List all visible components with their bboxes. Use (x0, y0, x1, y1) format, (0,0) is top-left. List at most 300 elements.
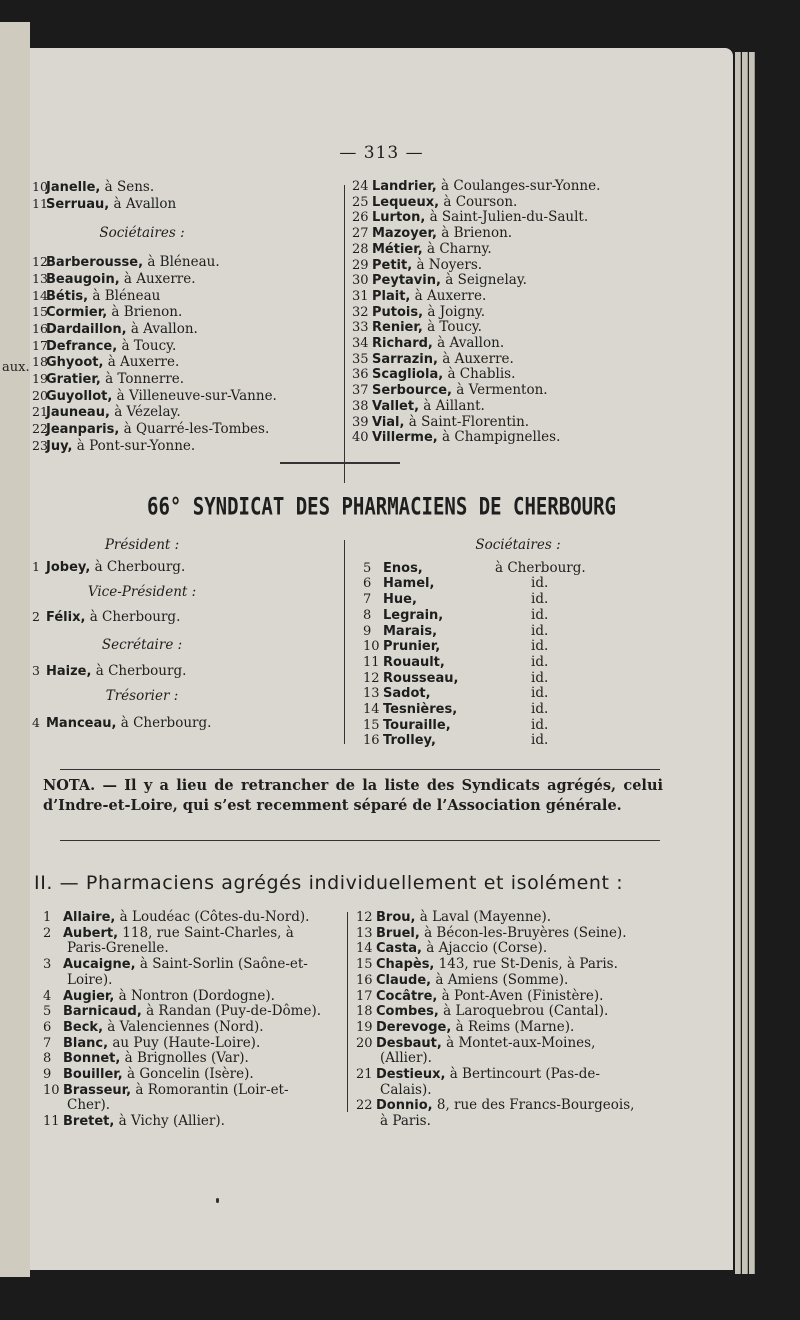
entry-name: Lequeux, (372, 194, 440, 210)
entry-name: Blanc, (63, 1035, 109, 1051)
officer-entry (32, 663, 332, 680)
entry-name: Combes, (376, 1004, 439, 1020)
entry-place: à Romorantin (Loir-et- (131, 1081, 289, 1098)
entry-name: Barberousse, (46, 255, 144, 271)
entry-name: Barnicaud, (63, 1004, 142, 1020)
nota-paragraph: NOTA. — Il y a lieu de retrancher de la liste des Syndicats agrégés, celui d’Indre-et-Loire, qui s’est recemment séparé de l’Association générale. (43, 777, 663, 814)
entry-number: 13 (363, 686, 380, 702)
entry-number: 29 (352, 257, 369, 273)
entry-number: 10 (43, 1082, 60, 1098)
member-entry (352, 399, 712, 415)
member-entry (363, 733, 693, 749)
entry-number: 17 (356, 988, 373, 1004)
entry-name: Sadot, (383, 686, 431, 702)
entry-place: à Toucy. (422, 319, 482, 336)
member-entry (363, 718, 693, 734)
entry-number: 14 (356, 941, 373, 957)
entry-name: Métier, (372, 241, 423, 257)
entry-name: Villerme, (372, 430, 438, 446)
entry-name: Peytavin, (372, 273, 441, 289)
member-entry (356, 973, 666, 989)
entry-name: Aucaigne, (63, 957, 136, 973)
entry-place: à Vichy (Allier). (114, 1113, 225, 1130)
entry-place: id. (531, 701, 549, 718)
entry-place: à Brienon. (436, 225, 513, 242)
entry-name: Serruau, (46, 196, 110, 212)
entry-place: à Sens. (100, 179, 155, 195)
entry-number: 30 (352, 273, 369, 289)
entry-name: Guyollot, (46, 388, 113, 404)
member-entry (356, 1067, 666, 1083)
entry-number: 26 (352, 210, 369, 226)
entry-name: Allaire, (63, 910, 116, 925)
entry-number: 16 (363, 733, 380, 749)
societaires-list (363, 561, 693, 749)
individual-column-right (356, 910, 666, 1130)
entry-number: 7 (363, 592, 372, 608)
entry-number: 33 (352, 320, 369, 336)
entry-name: Donnio, (376, 1098, 433, 1114)
members-column-right (352, 179, 712, 446)
member-entry (32, 179, 352, 196)
entry-name: Desbaut, (376, 1035, 442, 1051)
entry-place: à Amiens (Somme). (431, 971, 569, 988)
entry-name: Dardaillon, (46, 321, 127, 337)
entry-number: 15 (356, 957, 373, 973)
entry-place: à Bléneau (88, 287, 161, 304)
entry-name: Manceau, (46, 715, 117, 731)
entry-place: id. (531, 685, 549, 702)
entry-name: Sarrazin, (372, 351, 438, 367)
entry-number: 37 (352, 383, 369, 399)
member-entry (363, 655, 693, 671)
entry-name: Lurton, (372, 210, 426, 226)
entry-number: 16 (356, 972, 373, 988)
entry-name: Defrance, (46, 338, 118, 354)
entry-place: à Joigny. (423, 303, 486, 320)
member-entry (32, 271, 352, 288)
entry-number: 6 (363, 576, 372, 592)
entry-number: 32 (352, 304, 369, 320)
member-entry (352, 210, 712, 226)
entry-number: 19 (32, 371, 48, 387)
entry-name: Scagliola, (372, 367, 444, 383)
entry-number: 3 (32, 662, 40, 678)
entry-place: à Villeneuve-sur-Vanne. (112, 387, 277, 404)
entry-number: 23 (32, 437, 48, 453)
entry-number: 12 (363, 670, 380, 686)
cherbourg-officers (32, 538, 332, 732)
syndicat-heading: 66° SYNDICAT DES PHARMACIENS DE CHERBOURG (147, 493, 616, 521)
previous-page-fragment: aux. (2, 360, 30, 375)
entry-place: id. (531, 732, 549, 749)
entry-number: 20 (32, 387, 48, 403)
member-entry (356, 1004, 666, 1020)
secretaire-label: Secrétaire : (101, 636, 183, 653)
entry-place: 143, rue St-Denis, à Paris. (434, 956, 618, 973)
entry-name: Petit, (372, 257, 413, 273)
member-entry (356, 957, 666, 973)
entry-place: à Brignolles (Var). (120, 1050, 249, 1067)
entry-number: 10 (363, 639, 380, 655)
entry-place: à Auxerre. (103, 354, 180, 371)
entry-number: 24 (352, 179, 369, 194)
section-divider (280, 462, 400, 464)
entry-name: Bruel, (376, 925, 420, 941)
entry-place: à Reims (Marne). (451, 1018, 575, 1035)
entry-place: à Auxerre. (410, 287, 487, 304)
member-entry (352, 226, 712, 242)
entry-place: à Brienon. (107, 304, 183, 321)
members-column-left (32, 179, 352, 455)
entry-number: 18 (356, 1004, 373, 1020)
entry-name: Bétis, (46, 288, 89, 304)
entry-number: 2 (32, 609, 40, 625)
entry-number: 21 (356, 1067, 373, 1083)
entry-number: 13 (356, 925, 373, 941)
officer-entry (32, 559, 332, 576)
member-entry (363, 702, 693, 718)
entry-name: Hamel, (383, 576, 435, 592)
entry-name: Beaugoin, (46, 271, 120, 287)
entry-place: à Charny. (422, 240, 492, 257)
member-entry (352, 383, 712, 399)
entry-number: 20 (356, 1035, 373, 1051)
entry-name: Rousseau, (383, 670, 459, 686)
entry-number: 22 (32, 421, 48, 437)
entry-place: à Cherbourg. (116, 714, 212, 731)
entry-place: à Avallon (109, 195, 177, 212)
entry-place: id. (531, 622, 549, 639)
member-entry (43, 1051, 343, 1067)
member-entry (43, 1067, 343, 1083)
entry-name: Vallet, (372, 398, 420, 414)
entry-number: 2 (43, 925, 52, 941)
member-entry (32, 438, 352, 455)
individual-column-left (43, 910, 343, 1130)
entry-place: id. (531, 606, 549, 623)
entry-place: à Goncelin (Isère). (122, 1066, 254, 1083)
entry-place: à Vermenton. (451, 382, 548, 399)
entry-name: Brou, (376, 910, 416, 925)
entry-name: Bouiller, (63, 1067, 123, 1083)
entry-place: à Seignelay. (440, 272, 527, 289)
entry-number: 17 (32, 337, 48, 353)
entry-number: 15 (32, 304, 48, 320)
member-entry (352, 320, 712, 336)
member-entry (356, 1036, 666, 1052)
entry-place: id. (531, 716, 549, 733)
entry-name: Ghyoot, (46, 355, 104, 371)
entry-continuation: (Allier). (380, 1050, 432, 1067)
member-entry (352, 352, 712, 368)
entry-name: Vial, (372, 414, 405, 430)
entry-name: Enos, (383, 560, 423, 576)
entry-number: 8 (43, 1051, 52, 1067)
page-stack-edge (742, 52, 748, 1274)
entry-number: 14 (363, 702, 380, 718)
entry-name: Tesnières, (383, 702, 458, 718)
member-entry (32, 304, 352, 321)
entry-place: à Loudéac (Côtes-du-Nord). (115, 909, 310, 925)
book-page (30, 48, 733, 1270)
entry-name: Juy, (46, 438, 73, 454)
member-entry (43, 1004, 343, 1020)
member-entry (363, 576, 693, 592)
entry-place: à Toucy. (117, 337, 177, 354)
entry-place: 8, rue des Francs-Bourgeois, (432, 1097, 635, 1114)
entry-name: Bretet, (63, 1114, 115, 1130)
entry-name: Legrain, (383, 607, 444, 623)
entry-place: id. (531, 591, 549, 608)
member-entry (363, 608, 693, 624)
member-entry (356, 989, 666, 1005)
entry-place: à Vézelay. (109, 404, 181, 421)
entry-name: Chapès, (376, 957, 435, 973)
entry-number: 16 (32, 320, 48, 336)
entry-name: Putois, (372, 304, 424, 320)
entry-continuation: Cher). (67, 1097, 111, 1114)
entry-number: 27 (352, 226, 369, 242)
entry-place: au Puy (Haute-Loire). (108, 1034, 261, 1051)
vice-president-label: Vice-Président : (87, 584, 197, 601)
entry-name: Serbource, (372, 383, 452, 399)
entry-number: 14 (32, 287, 48, 303)
member-entry (43, 957, 343, 973)
entry-continuation: Paris-Grenelle. (67, 940, 169, 957)
entry-place: id. (531, 653, 549, 670)
member-entry (32, 404, 352, 421)
entry-number: 13 (32, 270, 48, 286)
entry-number: 6 (43, 1019, 52, 1035)
entry-name: Janelle, (46, 180, 101, 195)
entry-name: Rouault, (383, 654, 445, 670)
entry-name: Casta, (376, 941, 422, 957)
entry-name: Touraille, (383, 717, 451, 733)
tresorier-label: Trésorier : (105, 688, 179, 705)
entry-number: 38 (352, 398, 369, 414)
entry-number: 40 (352, 430, 369, 446)
entry-place: à Saint-Julien-du-Sault. (425, 209, 589, 226)
previous-page-edge (0, 22, 30, 1277)
entry-name: Derevoge, (376, 1019, 452, 1035)
entry-name: Cormier, (46, 305, 108, 321)
member-entry (43, 1114, 343, 1130)
entry-place: à Courson. (439, 193, 518, 210)
entry-name: Plait, (372, 288, 411, 304)
entry-number: 11 (32, 195, 48, 211)
entry-place: à Montet-aux-Moines, (441, 1034, 596, 1051)
entry-place: à Auxerre. (437, 350, 514, 367)
entry-place: à Saint-Sorlin (Saône-et- (135, 956, 308, 973)
entry-continuation: Calais). (380, 1081, 432, 1098)
entry-name: Hue, (383, 592, 417, 608)
entry-number: 1 (43, 910, 52, 925)
entry-number: 5 (363, 560, 372, 576)
cherbourg-societaires (363, 538, 693, 749)
entry-number: 5 (43, 1004, 52, 1020)
entry-number: 21 (32, 404, 48, 420)
member-entry (32, 321, 352, 338)
member-entry (43, 1020, 343, 1036)
member-entry (356, 910, 666, 926)
entry-name: Aubert, (63, 925, 119, 941)
member-entry (32, 371, 352, 388)
member-entry (32, 421, 352, 438)
member-entry (352, 242, 712, 258)
member-entry (356, 926, 666, 942)
column-divider (344, 185, 345, 483)
entry-place: à Ajaccio (Corse). (421, 940, 548, 957)
entry-name: Claude, (376, 972, 432, 988)
entry-number: 12 (356, 910, 373, 925)
entry-number: 9 (43, 1067, 52, 1083)
entry-name: Landrier, (372, 179, 437, 194)
entry-place: à Bléneau. (143, 254, 220, 271)
entry-name: Haize, (46, 663, 92, 679)
member-entry (352, 430, 712, 446)
member-entry (363, 639, 693, 655)
entry-place: à Avallon. (126, 320, 198, 337)
entry-name: Jobey, (46, 559, 91, 575)
entry-name: Beck, (63, 1019, 104, 1035)
entry-number: 34 (352, 336, 369, 352)
section-divider (60, 840, 660, 841)
societaires-label: Sociétaires : (475, 537, 561, 553)
entry-place: à Avallon. (432, 335, 505, 352)
entry-number: 1 (32, 558, 40, 574)
member-entry (352, 415, 712, 431)
entry-name: Renier, (372, 320, 423, 336)
entry-continuation: à Paris. (380, 1113, 431, 1130)
entry-place: 118, rue Saint-Charles, à (118, 924, 294, 941)
entry-place: à Nontron (Dordogne). (114, 987, 275, 1004)
entry-name: Marais, (383, 623, 438, 639)
entry-place: à Coulanges-sur-Yonne. (436, 178, 601, 194)
entry-name: Prunier, (383, 639, 441, 655)
section-divider (60, 769, 660, 770)
entry-number: 3 (43, 957, 52, 973)
entry-place: à Cherbourg. (85, 609, 181, 626)
entry-name: Jauneau, (46, 405, 110, 421)
member-entry (363, 561, 693, 577)
entry-number: 4 (32, 714, 40, 730)
member-entry (352, 367, 712, 383)
entry-continuation: Loire). (67, 971, 113, 988)
entry-place: à Valenciennes (Nord). (103, 1018, 264, 1035)
entry-place: à Cherbourg. (91, 662, 187, 679)
entry-place: à Auxerre. (119, 270, 196, 287)
member-entry (352, 179, 712, 195)
entry-number: 28 (352, 241, 369, 257)
entry-name: Brasseur, (63, 1082, 132, 1098)
member-entry (32, 338, 352, 355)
member-entry (43, 1083, 343, 1099)
member-entry (352, 258, 712, 274)
entry-place: id. (531, 669, 549, 686)
column-divider (347, 912, 348, 1112)
entry-place: id. (531, 575, 549, 592)
entry-place: à Pont-sur-Yonne. (72, 437, 196, 454)
member-entry (43, 1036, 343, 1052)
member-entry (352, 289, 712, 305)
entry-place: à Laroquebrou (Cantal). (438, 1003, 609, 1020)
entry-name: Mazoyer, (372, 226, 437, 242)
entry-place: à Laval (Mayenne). (415, 909, 552, 925)
member-entry (43, 926, 343, 942)
page-stack-edge (735, 52, 741, 1274)
entry-number: 31 (352, 288, 369, 304)
officer-entry (32, 715, 332, 732)
member-entry (356, 1020, 666, 1036)
entry-number: 10 (32, 179, 48, 194)
member-entry (356, 1098, 666, 1114)
entry-name: Trolley, (383, 733, 436, 749)
entry-name: Gratier, (46, 372, 101, 388)
member-entry (363, 592, 693, 608)
member-entry (352, 336, 712, 352)
member-entry (363, 671, 693, 687)
entry-number: 39 (352, 414, 369, 430)
ink-speck (216, 1198, 219, 1203)
member-entry (32, 288, 352, 305)
entry-place: à Aillant. (419, 397, 485, 414)
page-number: — 313 — (339, 143, 424, 163)
entry-place: à Pont-Aven (Finistère). (437, 987, 604, 1004)
entry-number: 22 (356, 1098, 373, 1114)
officer-entry (32, 609, 332, 626)
entry-number: 11 (43, 1114, 60, 1130)
societaires-label: Sociétaires : (99, 225, 185, 242)
entry-place: à Noyers. (412, 256, 483, 273)
entry-place: à Tonnerre. (100, 371, 185, 388)
entry-number: 25 (352, 194, 369, 210)
entry-name: Jeanparis, (46, 422, 120, 438)
member-entry (32, 254, 352, 271)
member-entry (32, 354, 352, 371)
entry-number: 19 (356, 1019, 373, 1035)
entry-number: 15 (363, 717, 380, 733)
president-label: Président : (104, 537, 180, 553)
entry-place: à Randan (Puy-de-Dôme). (141, 1003, 322, 1020)
entry-number: 9 (363, 623, 372, 639)
entry-name: Richard, (372, 336, 433, 352)
entry-name: Félix, (46, 610, 86, 626)
member-entry (352, 273, 712, 289)
entry-place: à Chablis. (443, 366, 516, 383)
entry-number: 12 (32, 254, 48, 270)
entry-place: à Cherbourg. (495, 559, 586, 576)
entry-place: à Bécon-les-Bruyères (Seine). (419, 924, 627, 941)
entry-place: id. (531, 638, 549, 655)
member-entry (363, 686, 693, 702)
member-entry (356, 941, 666, 957)
member-entry (363, 624, 693, 640)
entry-number: 35 (352, 351, 369, 367)
entry-name: Augier, (63, 988, 115, 1004)
section-ii-title: II. — Pharmaciens agrégés individuellement et isolément : (34, 872, 624, 894)
entry-name: Cocâtre, (376, 988, 438, 1004)
member-entry (43, 910, 343, 926)
member-entry (32, 388, 352, 405)
member-entry (352, 305, 712, 321)
entry-number: 36 (352, 367, 369, 383)
entry-place: à Saint-Florentin. (404, 413, 530, 430)
entry-number: 18 (32, 354, 48, 370)
entry-number: 7 (43, 1035, 52, 1051)
member-entry (43, 989, 343, 1005)
column-divider (344, 540, 345, 744)
